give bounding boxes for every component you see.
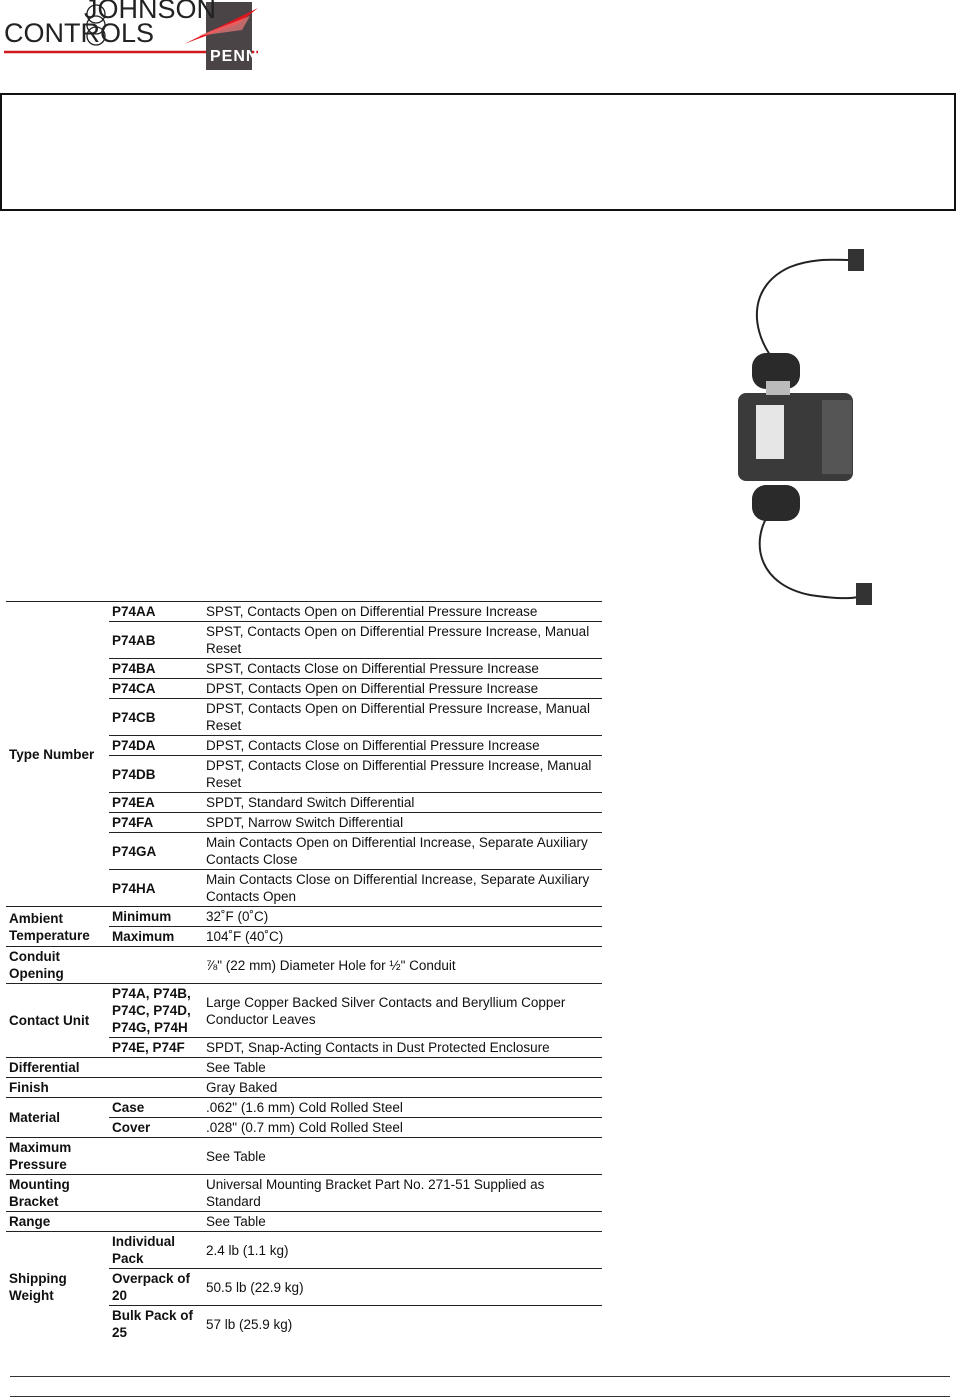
spec-value: SPDT, Narrow Switch Differential [203, 813, 602, 833]
spec-value: Large Copper Backed Silver Contacts and Beryllium Copper Conductor Leaves [203, 984, 602, 1038]
spec-subcategory: Individual Pack [109, 1232, 203, 1269]
spec-category: Finish [6, 1078, 109, 1098]
spec-subcategory: P74DB [109, 756, 203, 793]
spec-value: 104˚F (40˚C) [203, 927, 602, 947]
spec-value: See Table [203, 1138, 602, 1175]
spec-subcategory: Bulk Pack of 25 [109, 1306, 203, 1343]
footer-rule-top [10, 1376, 950, 1377]
spec-value: See Table [203, 1212, 602, 1232]
spec-subcategory: P74GA [109, 833, 203, 870]
spec-row [6, 1232, 602, 1269]
spec-value: 2.4 lb (1.1 kg) [203, 1232, 602, 1269]
spec-subcategory [109, 1138, 203, 1175]
penn-wordmark: PENN [210, 48, 259, 65]
spec-row [6, 1212, 602, 1232]
johnson-controls-penn-logo [0, 0, 270, 72]
spec-subcategory: Case [109, 1098, 203, 1118]
spec-subcategory: P74E, P74F [109, 1038, 203, 1058]
spec-subcategory: P74BA [109, 659, 203, 679]
spec-subcategory [109, 1212, 203, 1232]
spec-subcategory: P74A, P74B, P74C, P74D, P74G, P74H [109, 984, 203, 1038]
spec-category: Differential [6, 1058, 109, 1078]
spec-category: Conduit Opening [6, 947, 109, 984]
logo-line-1: JOHNSON [84, 0, 217, 24]
pressure-control-photo [730, 245, 890, 610]
specifications-table [6, 601, 602, 1342]
footer-rule-bottom [10, 1396, 950, 1397]
spec-value: .028" (0.7 mm) Cold Rolled Steel [203, 1118, 602, 1138]
spec-category: Shipping Weight [6, 1232, 109, 1343]
spec-category: Mounting Bracket [6, 1175, 109, 1212]
spec-subcategory [109, 1078, 203, 1098]
spec-subcategory: P74EA [109, 793, 203, 813]
spec-value: ⅞" (22 mm) Diameter Hole for ½" Conduit [203, 947, 602, 984]
spec-value: SPDT, Standard Switch Differential [203, 793, 602, 813]
spec-subcategory: Cover [109, 1118, 203, 1138]
spec-row [6, 1078, 602, 1098]
spec-subcategory: P74FA [109, 813, 203, 833]
spec-subcategory: P74CB [109, 699, 203, 736]
spec-value: Main Contacts Close on Differential Increase, Separate Auxiliary Contacts Open [203, 870, 602, 907]
spec-value: SPST, Contacts Close on Differential Pressure Increase [203, 659, 602, 679]
spec-category: Material [6, 1098, 109, 1138]
spec-row [6, 1175, 602, 1212]
spec-row [6, 1058, 602, 1078]
spec-value: DPST, Contacts Open on Differential Pressure Increase, Manual Reset [203, 699, 602, 736]
spec-category: Range [6, 1212, 109, 1232]
spec-value: DPST, Contacts Open on Differential Pressure Increase [203, 679, 602, 699]
spec-value: 32˚F (0˚C) [203, 907, 602, 927]
spec-value: SPST, Contacts Open on Differential Pressure Increase, Manual Reset [203, 622, 602, 659]
spec-value: Universal Mounting Bracket Part No. 271-51 Supplied as Standard [203, 1175, 602, 1212]
spec-subcategory: Maximum [109, 927, 203, 947]
spec-subcategory [109, 1058, 203, 1078]
spec-row [6, 1098, 602, 1118]
spec-value: 50.5 lb (22.9 kg) [203, 1269, 602, 1306]
spec-subcategory: P74AA [109, 602, 203, 622]
spec-value: .062" (1.6 mm) Cold Rolled Steel [203, 1098, 602, 1118]
title-box [0, 93, 956, 211]
spec-subcategory [109, 947, 203, 984]
spec-value: Gray Baked [203, 1078, 602, 1098]
spec-category: Type Number [6, 602, 109, 907]
spec-category: Ambient Temperature [6, 907, 109, 947]
spec-value: Main Contacts Open on Differential Increase, Separate Auxiliary Contacts Close [203, 833, 602, 870]
spec-subcategory: P74AB [109, 622, 203, 659]
spec-row [6, 907, 602, 927]
spec-value: DPST, Contacts Close on Differential Pressure Increase [203, 736, 602, 756]
spec-subcategory [109, 1175, 203, 1212]
spec-row [6, 984, 602, 1038]
spec-row [6, 602, 602, 622]
spec-subcategory: Minimum [109, 907, 203, 927]
spec-row [6, 947, 602, 984]
spec-value: 57 lb (25.9 kg) [203, 1306, 602, 1343]
logo-line-2: CONTROLS [4, 18, 155, 48]
spec-value: SPST, Contacts Open on Differential Pressure Increase [203, 602, 602, 622]
spec-subcategory: P74CA [109, 679, 203, 699]
spec-row [6, 1138, 602, 1175]
spec-subcategory: P74DA [109, 736, 203, 756]
spec-subcategory: Overpack of 20 [109, 1269, 203, 1306]
spec-subcategory: P74HA [109, 870, 203, 907]
spec-value: See Table [203, 1058, 602, 1078]
spec-category: Contact Unit [6, 984, 109, 1058]
spec-value: DPST, Contacts Close on Differential Pressure Increase, Manual Reset [203, 756, 602, 793]
spec-category: Maximum Pressure [6, 1138, 109, 1175]
spec-value: SPDT, Snap-Acting Contacts in Dust Protected Enclosure [203, 1038, 602, 1058]
